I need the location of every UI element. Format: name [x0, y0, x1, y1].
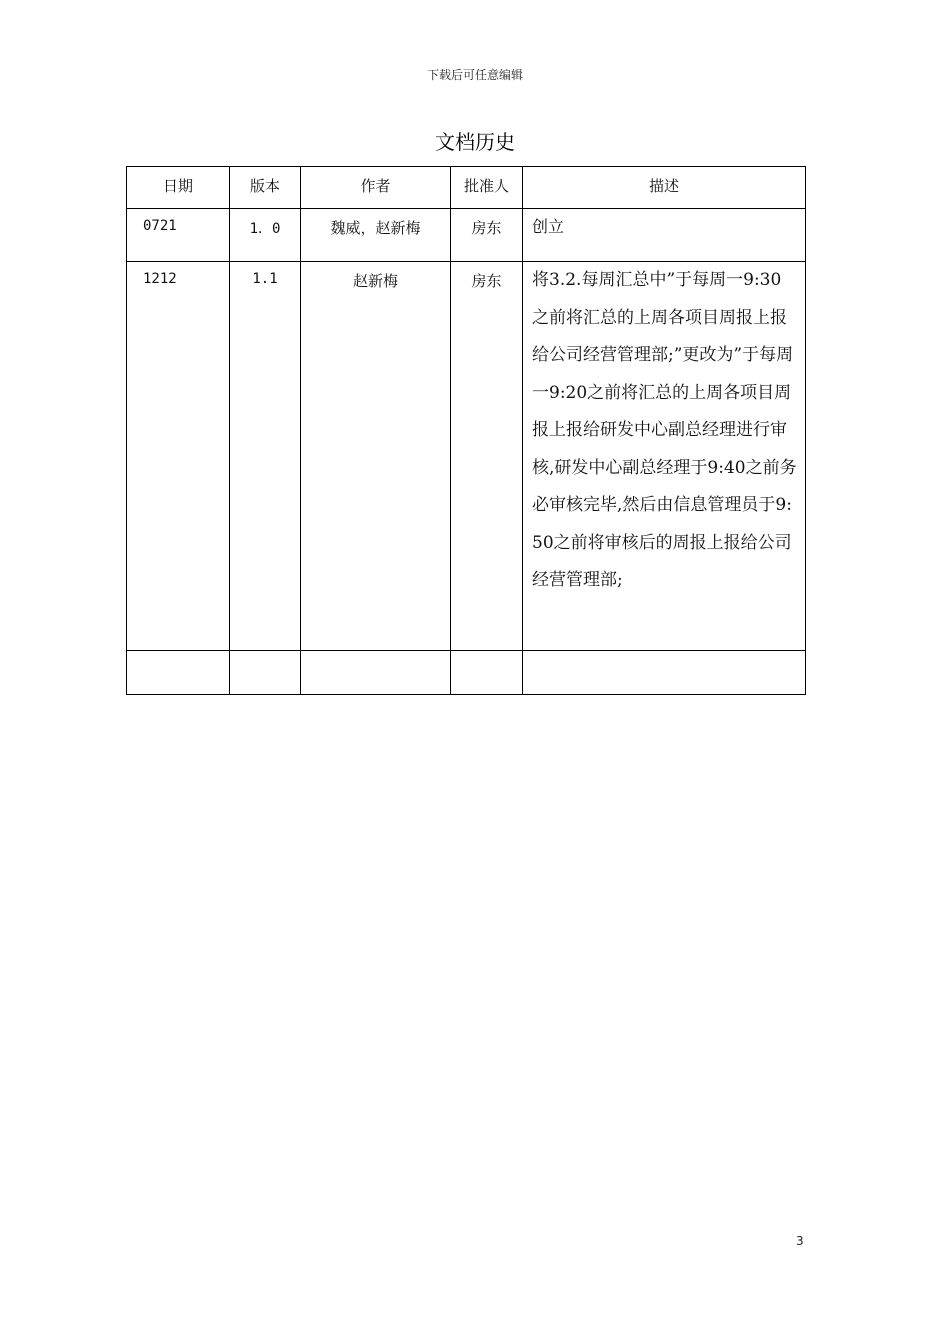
cell-description: 将3.2.每周汇总中”于每周一9:30之前将汇总的上周各项目周报上报给公司经营管理部;”更改为”于每周一9:20之前将汇总的上周各项目周报上报给研发中心副总经理进行审核,研发中心副总经理于9:40之前务必审核完毕,然后由信息管理员于9:50之前将审核后的周报上报给公司经营管理部; — [523, 262, 806, 651]
cell-date: 0721 — [127, 209, 230, 262]
table-row — [127, 262, 806, 651]
page-title: 文档历史 — [435, 130, 515, 154]
column-header-author: 作者 — [301, 167, 451, 209]
cell-approver: 房东 — [451, 262, 523, 651]
cell-version — [230, 651, 301, 695]
cell-description: 创立 — [523, 209, 806, 262]
cell-version: 1．0 — [230, 209, 301, 262]
column-header-description: 描述 — [523, 167, 806, 209]
cell-author — [301, 651, 451, 695]
table-row — [127, 651, 806, 695]
cell-author: 魏威，赵新梅 — [301, 209, 451, 262]
cell-author: 赵新梅 — [301, 262, 451, 651]
table-header-row — [127, 167, 806, 209]
header-note: 下载后可任意编辑 — [426, 68, 523, 82]
cell-date: 1212 — [127, 262, 230, 651]
document-history-table — [126, 166, 806, 695]
cell-approver: 房东 — [451, 209, 523, 262]
column-header-date: 日期 — [127, 167, 230, 209]
table-row — [127, 209, 806, 262]
column-header-approver: 批准人 — [451, 167, 523, 209]
cell-date — [127, 651, 230, 695]
cell-description — [523, 651, 806, 695]
cell-version: 1.1 — [230, 262, 301, 651]
cell-approver — [451, 651, 523, 695]
column-header-version: 版本 — [230, 167, 301, 209]
page-number: 3 — [796, 1234, 804, 1248]
